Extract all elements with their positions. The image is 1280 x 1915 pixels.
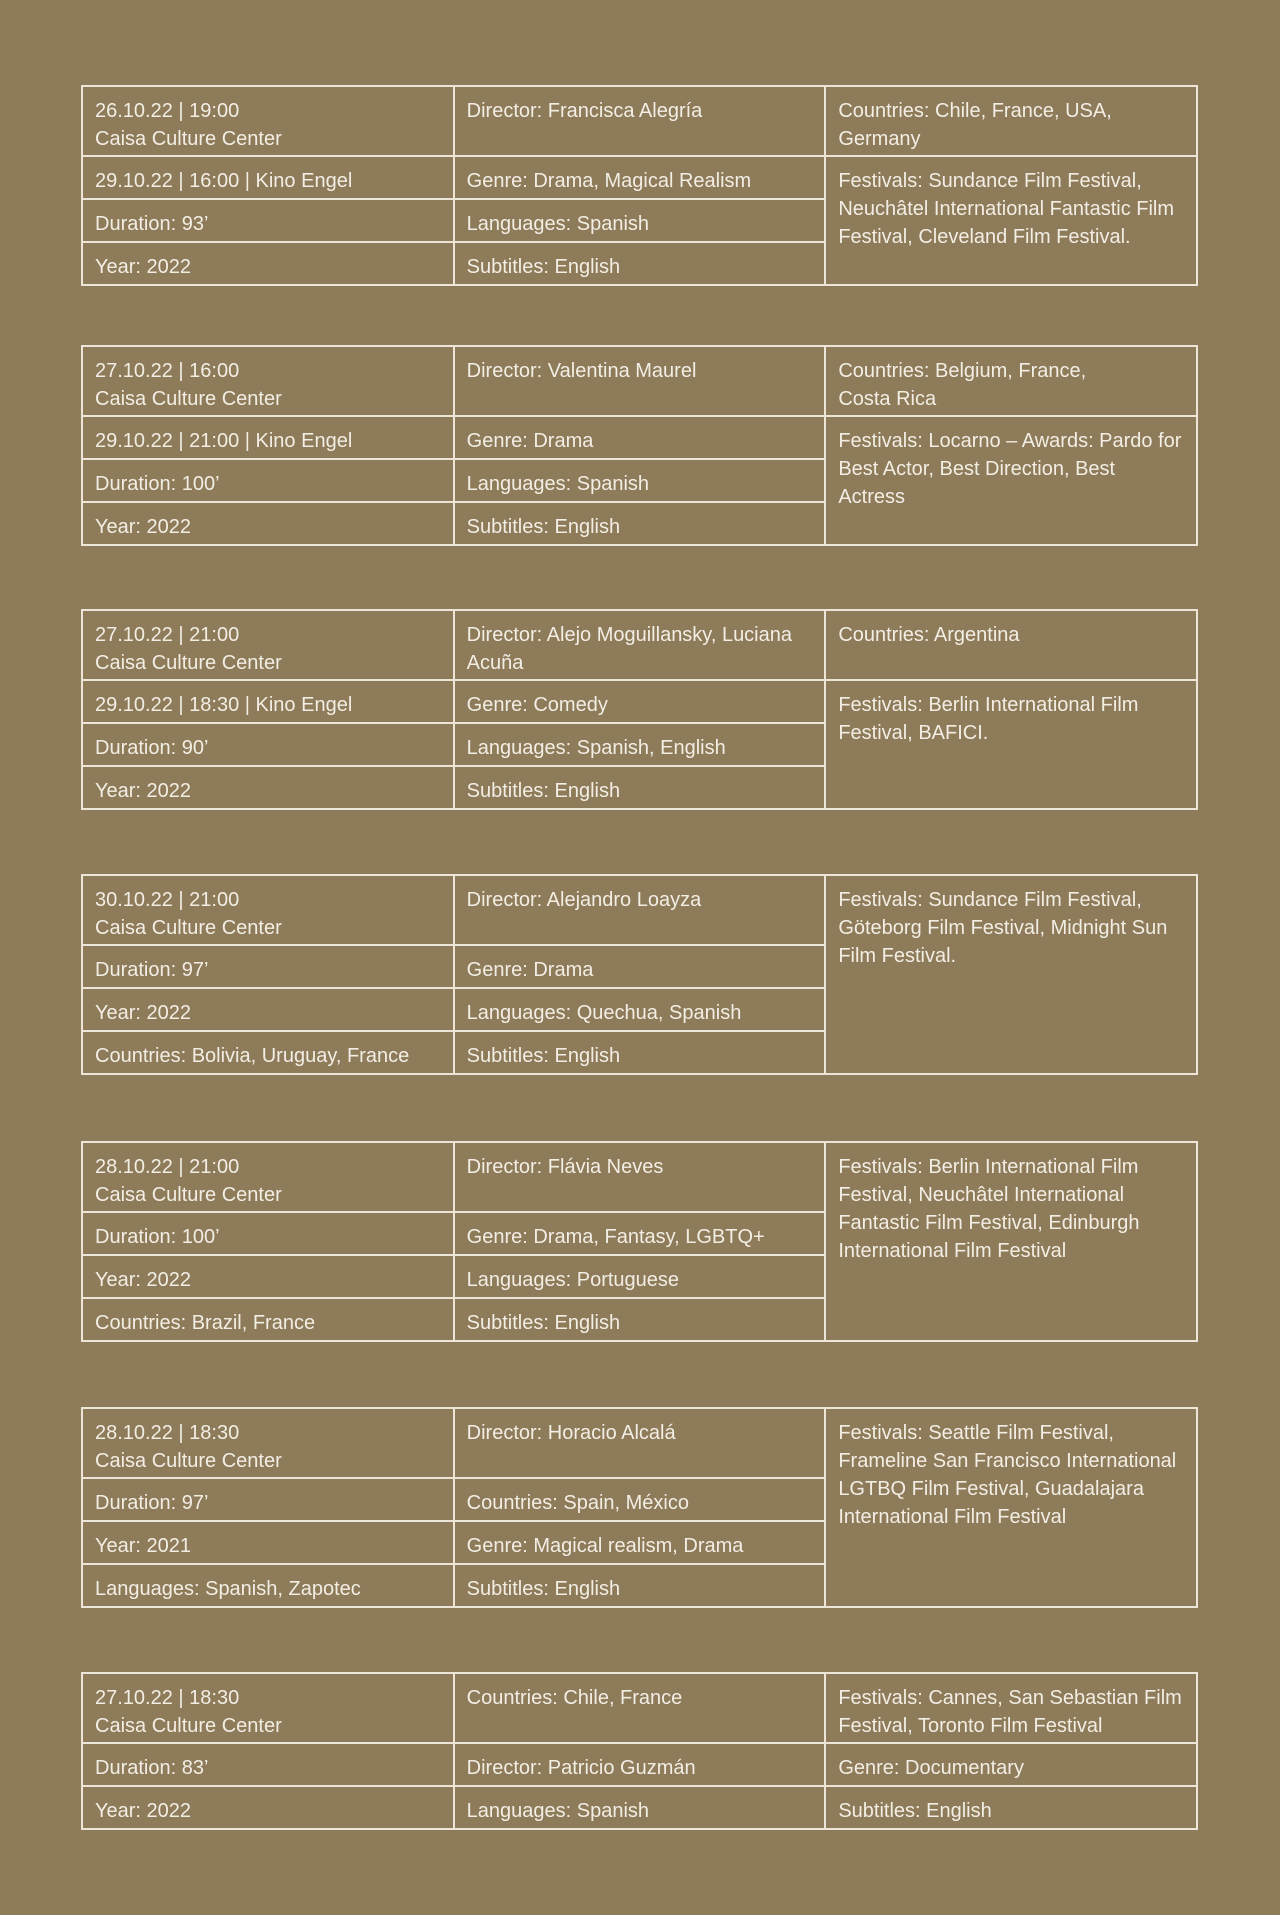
festivals-cell: Festivals: Seattle Film Festival, Frameline San Francisco International LGTBQ Film Festival, Guadalajara International Film Festival	[825, 1408, 1197, 1607]
languages-cell: Languages: Portuguese	[454, 1255, 826, 1298]
year-cell: Year: 2022	[82, 988, 454, 1031]
film-table-5	[81, 1141, 1198, 1342]
duration-cell: Duration: 83’	[82, 1743, 454, 1786]
languages-cell: Languages: Spanish, Zapotec	[82, 1564, 454, 1607]
languages-cell: Languages: Spanish	[454, 459, 826, 502]
genre-cell: Genre: Drama, Magical Realism	[454, 156, 826, 199]
countries-cell: Countries: Bolivia, Uruguay, France	[82, 1031, 454, 1074]
subtitles-cell: Subtitles: English	[454, 242, 826, 285]
genre-cell: Genre: Documentary	[825, 1743, 1197, 1786]
year-cell: Year: 2022	[82, 766, 454, 809]
countries-cell: Countries: Argentina	[825, 610, 1197, 680]
festivals-cell: Festivals: Cannes, San Sebastian Film Festival, Toronto Film Festival	[825, 1673, 1197, 1743]
genre-cell: Genre: Comedy	[454, 680, 826, 723]
year-cell: Year: 2022	[82, 502, 454, 545]
languages-cell: Languages: Spanish	[454, 199, 826, 242]
film-table-1	[81, 85, 1198, 286]
film-table-6	[81, 1407, 1198, 1608]
languages-cell: Languages: Quechua, Spanish	[454, 988, 826, 1031]
director-cell: Director: Alejandro Loayza	[454, 875, 826, 945]
director-cell: Director: Patricio Guzmán	[454, 1743, 826, 1786]
subtitles-cell: Subtitles: English	[454, 1031, 826, 1074]
festivals-cell: Festivals: Sundance Film Festival, Neuchâtel International Fantastic Film Festival, Cleveland Film Festival.	[825, 156, 1197, 285]
year-cell: Year: 2022	[82, 1255, 454, 1298]
director-cell: Director: Horacio Alcalá	[454, 1408, 826, 1478]
screening-cell: 29.10.22 | 16:00 | Kino Engel	[82, 156, 454, 199]
year-cell: Year: 2022	[82, 1786, 454, 1829]
subtitles-cell: Subtitles: English	[454, 766, 826, 809]
film-table-3	[81, 609, 1198, 810]
year-cell: Year: 2022	[82, 242, 454, 285]
genre-cell: Genre: Drama	[454, 416, 826, 459]
festivals-cell: Festivals: Berlin International Film Festival, Neuchâtel International Fantastic Film Festival, Edinburgh International Film Festival	[825, 1142, 1197, 1341]
festivals-cell: Festivals: Berlin International Film Festival, BAFICI.	[825, 680, 1197, 809]
film-table-4	[81, 874, 1198, 1075]
film-table-7	[81, 1672, 1198, 1830]
languages-cell: Languages: Spanish	[454, 1786, 826, 1829]
duration-cell: Duration: 100’	[82, 459, 454, 502]
languages-cell: Languages: Spanish, English	[454, 723, 826, 766]
duration-cell: Duration: 97’	[82, 1478, 454, 1521]
countries-cell: Countries: Spain, México	[454, 1478, 826, 1521]
screening-cell: 29.10.22 | 18:30 | Kino Engel	[82, 680, 454, 723]
screening-cell: 28.10.22 | 18:30 Caisa Culture Center	[82, 1408, 454, 1478]
genre-cell: Genre: Magical realism, Drama	[454, 1521, 826, 1564]
countries-cell: Countries: Chile, France	[454, 1673, 826, 1743]
festivals-cell: Festivals: Sundance Film Festival, Göteborg Film Festival, Midnight Sun Film Festival.	[825, 875, 1197, 1074]
genre-cell: Genre: Drama	[454, 945, 826, 988]
subtitles-cell: Subtitles: English	[454, 1564, 826, 1607]
director-cell: Director: Francisca Alegría	[454, 86, 826, 156]
screening-cell: 29.10.22 | 21:00 | Kino Engel	[82, 416, 454, 459]
countries-cell: Countries: Chile, France, USA, Germany	[825, 86, 1197, 156]
director-cell: Director: Flávia Neves	[454, 1142, 826, 1212]
director-cell: Director: Valentina Maurel	[454, 346, 826, 416]
screening-cell: 28.10.22 | 21:00 Caisa Culture Center	[82, 1142, 454, 1212]
subtitles-cell: Subtitles: English	[825, 1786, 1197, 1829]
screening-cell: 27.10.22 | 18:30 Caisa Culture Center	[82, 1673, 454, 1743]
duration-cell: Duration: 93’	[82, 199, 454, 242]
festivals-cell: Festivals: Locarno – Awards: Pardo for Best Actor, Best Direction, Best Actress	[825, 416, 1197, 545]
screening-cell: 26.10.22 | 19:00 Caisa Culture Center	[82, 86, 454, 156]
countries-cell: Countries: Belgium, France, Costa Rica	[825, 346, 1197, 416]
duration-cell: Duration: 97’	[82, 945, 454, 988]
subtitles-cell: Subtitles: English	[454, 1298, 826, 1341]
duration-cell: Duration: 100’	[82, 1212, 454, 1255]
genre-cell: Genre: Drama, Fantasy, LGBTQ+	[454, 1212, 826, 1255]
countries-cell: Countries: Brazil, France	[82, 1298, 454, 1341]
screening-cell: 30.10.22 | 21:00 Caisa Culture Center	[82, 875, 454, 945]
screening-cell: 27.10.22 | 21:00 Caisa Culture Center	[82, 610, 454, 680]
director-cell: Director: Alejo Moguillansky, Luciana Acuña	[454, 610, 826, 680]
duration-cell: Duration: 90’	[82, 723, 454, 766]
film-table-2	[81, 345, 1198, 546]
screening-cell: 27.10.22 | 16:00 Caisa Culture Center	[82, 346, 454, 416]
subtitles-cell: Subtitles: English	[454, 502, 826, 545]
year-cell: Year: 2021	[82, 1521, 454, 1564]
